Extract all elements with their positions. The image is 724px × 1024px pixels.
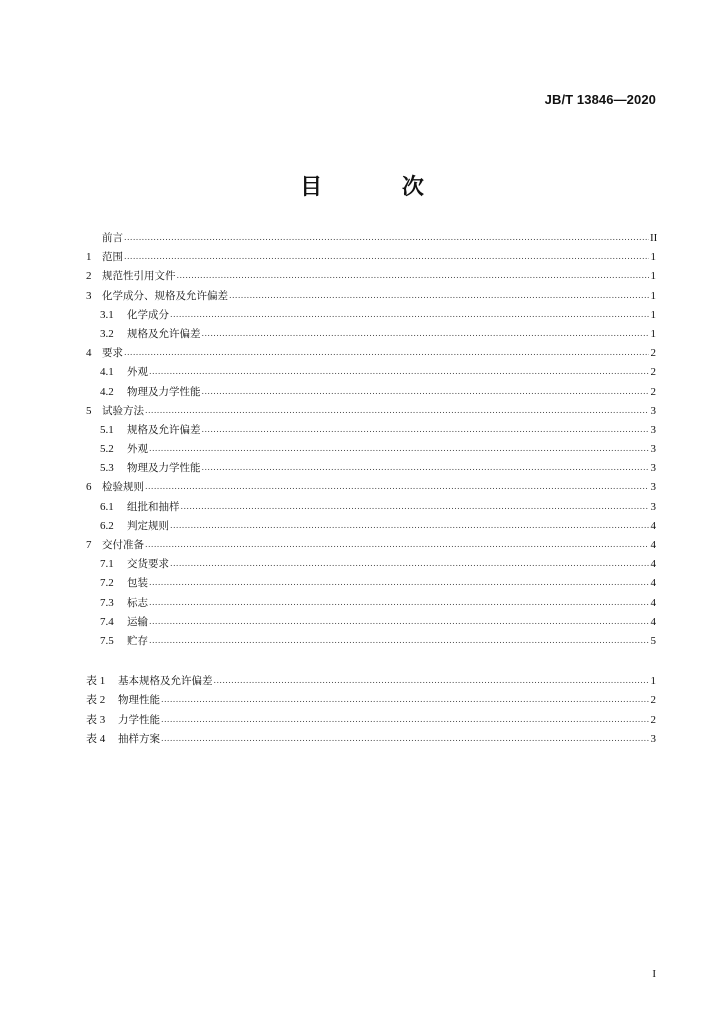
toc-entry-number: 4.2: [100, 385, 114, 398]
toc-leader-dots: [181, 497, 650, 516]
toc-entry-label: 贮存: [127, 634, 148, 647]
toc-leader-dots: [161, 729, 649, 748]
toc-entry-page: II: [650, 232, 658, 244]
toc-entry-label: 判定规则: [127, 519, 169, 532]
toc-entry-page: 3: [650, 462, 656, 475]
toc-leader-dots: [161, 690, 649, 709]
toc-table-list: [86, 672, 656, 749]
toc-leader-dots: [202, 420, 650, 439]
toc-entry-page: 5: [650, 634, 656, 647]
page-number: I: [652, 968, 656, 980]
toc-leader-dots: [149, 362, 649, 381]
toc-leader-dots: [202, 458, 650, 477]
toc-entry[interactable]: [86, 672, 656, 691]
toc-entry[interactable]: [86, 730, 656, 749]
toc-entry-number: 6: [86, 481, 92, 494]
toc-entry-number: 表 4: [86, 732, 106, 745]
toc-entry[interactable]: [86, 440, 656, 459]
toc-entry-label: 外观: [127, 443, 148, 456]
toc-entry-label: 规格及允许偏差: [127, 327, 201, 340]
toc-entry-label: 规格及允许偏差: [127, 423, 201, 436]
toc-leader-dots: [149, 593, 649, 612]
toc-entry-number: 6.2: [100, 519, 114, 532]
toc-entry[interactable]: [86, 555, 656, 574]
toc-entry-page: 1: [650, 675, 656, 688]
toc-leader-dots: [124, 247, 649, 266]
toc-entry[interactable]: [86, 402, 656, 421]
toc-entry-label: 物理及力学性能: [127, 462, 201, 475]
toc-entry-page: 3: [650, 500, 656, 513]
toc-entry-page: 1: [650, 327, 656, 340]
toc-leader-dots: [149, 439, 649, 458]
toc-entry[interactable]: [86, 421, 656, 440]
toc-entry[interactable]: [86, 306, 656, 325]
toc-entry-page: 1: [650, 289, 656, 302]
toc-entry[interactable]: [86, 363, 656, 382]
toc-entry-page: 3: [650, 423, 656, 436]
toc-entry-number: 表 1: [86, 675, 106, 688]
toc-entry-page: 2: [650, 694, 656, 707]
toc-leader-dots: [202, 324, 650, 343]
toc-entry-label: 试验方法: [102, 404, 144, 417]
toc-entry[interactable]: [86, 632, 656, 651]
toc-entry[interactable]: [86, 594, 656, 613]
toc-entry-page: 4: [650, 558, 656, 571]
toc-leader-dots: [202, 382, 650, 401]
toc-entry-page: 2: [650, 713, 656, 726]
toc-entry-number: 表 2: [86, 694, 106, 707]
toc-entry-label: 力学性能: [118, 713, 160, 726]
toc-entry-page: 2: [650, 347, 656, 360]
toc-leader-dots: [170, 305, 649, 324]
toc-leader-dots: [177, 266, 650, 285]
toc-entry-label: 范围: [102, 251, 123, 264]
toc-entry[interactable]: [86, 613, 656, 632]
toc-entry-number: 4.1: [100, 366, 114, 379]
standard-code: JB/T 13846—2020: [544, 92, 656, 107]
toc-title: 目 次: [300, 175, 460, 200]
toc-leader-dots: [214, 671, 650, 690]
toc-entry-number: 7.4: [100, 615, 114, 628]
toc-entries: [86, 229, 656, 651]
toc-entry-label: 化学成分: [127, 308, 169, 321]
toc-entry-number: 3: [86, 289, 92, 302]
toc-entry-page: 1: [650, 251, 656, 264]
toc-entry[interactable]: [86, 517, 656, 536]
toc-entry-page: 3: [650, 404, 656, 417]
toc-entry-label: 规范性引用文件: [102, 270, 176, 283]
toc-entry-number: 表 3: [86, 713, 106, 726]
toc-entry-label: 抽样方案: [118, 732, 160, 745]
toc-entry[interactable]: [86, 344, 656, 363]
toc-entry-number: 7.1: [100, 558, 114, 571]
toc-entry-number: 2: [86, 270, 92, 283]
toc-entry[interactable]: [86, 229, 656, 248]
toc-entry-page: 2: [650, 366, 656, 379]
toc-entry-number: 7.5: [100, 634, 114, 647]
table-of-contents: [86, 229, 656, 749]
toc-entry-label: 物理及力学性能: [127, 385, 201, 398]
toc-entry-page: 4: [650, 615, 656, 628]
toc-entry[interactable]: [86, 711, 656, 730]
toc-entry-number: 3.1: [100, 308, 114, 321]
toc-gap: [86, 651, 656, 672]
toc-entry-page: 3: [650, 443, 656, 456]
toc-entry-page: 2: [650, 385, 656, 398]
toc-entry[interactable]: [86, 287, 656, 306]
toc-entry-number: 4: [86, 347, 92, 360]
toc-entry[interactable]: [86, 691, 656, 710]
toc-leader-dots: [161, 710, 649, 729]
toc-leader-dots: [149, 573, 649, 592]
toc-entry[interactable]: [86, 498, 656, 517]
toc-entry-label: 要求: [102, 347, 123, 360]
toc-entry-page: 3: [650, 481, 656, 494]
toc-entry-page: 4: [650, 539, 656, 551]
toc-entry[interactable]: [86, 478, 656, 497]
toc-entry[interactable]: [86, 536, 656, 555]
toc-entry-page: 4: [650, 596, 656, 609]
toc-entry-page: 3: [650, 732, 656, 745]
toc-entry[interactable]: [86, 248, 656, 267]
toc-entry-number: 1: [86, 251, 92, 264]
toc-entry-label: 交付准备: [102, 539, 144, 551]
toc-leader-dots: [145, 535, 649, 554]
toc-entry-label: 交货要求: [127, 558, 169, 571]
toc-entry-number: 5.2: [100, 443, 114, 456]
toc-leader-dots: [149, 631, 649, 650]
toc-leader-dots: [170, 516, 649, 535]
toc-entry[interactable]: [86, 574, 656, 593]
toc-entry[interactable]: [86, 325, 656, 344]
toc-leader-dots: [149, 612, 649, 631]
toc-entry-page: 1: [650, 270, 656, 283]
toc-entry-page: 4: [650, 577, 656, 590]
toc-entry-label: 前言: [102, 232, 123, 244]
toc-leader-dots: [170, 554, 649, 573]
toc-leader-dots: [145, 477, 649, 496]
toc-entry-label: 检验规则: [102, 481, 144, 494]
toc-entry-label: 外观: [127, 366, 148, 379]
toc-leader-dots: [229, 286, 649, 305]
toc-entry-number: 7.2: [100, 577, 114, 590]
toc-leader-dots: [145, 401, 649, 420]
toc-entry-label: 运输: [127, 615, 148, 628]
toc-entry-page: 1: [650, 308, 656, 321]
toc-entry-number: 6.1: [100, 500, 114, 513]
toc-entry-number: 7: [86, 539, 92, 551]
toc-entry-number: 5.1: [100, 423, 114, 436]
toc-entry-label: 包装: [127, 577, 148, 590]
toc-leader-dots: [124, 343, 649, 362]
toc-entry-number: 3.2: [100, 327, 114, 340]
toc-entry-label: 标志: [127, 596, 148, 609]
toc-entry-number: 5.3: [100, 462, 114, 475]
toc-entry-page: 4: [650, 519, 656, 532]
toc-entry[interactable]: [86, 267, 656, 286]
toc-leader-dots: [124, 228, 649, 247]
toc-entry-number: 7.3: [100, 596, 114, 609]
toc-entry-label: 物理性能: [118, 694, 160, 707]
toc-entry[interactable]: [86, 459, 656, 478]
toc-entry-label: 化学成分、规格及允许偏差: [102, 289, 228, 302]
toc-entry-label: 组批和抽样: [127, 500, 180, 513]
toc-entry-number: 5: [86, 404, 92, 417]
toc-entry[interactable]: [86, 383, 656, 402]
toc-entry-label: 基本规格及允许偏差: [118, 675, 213, 688]
